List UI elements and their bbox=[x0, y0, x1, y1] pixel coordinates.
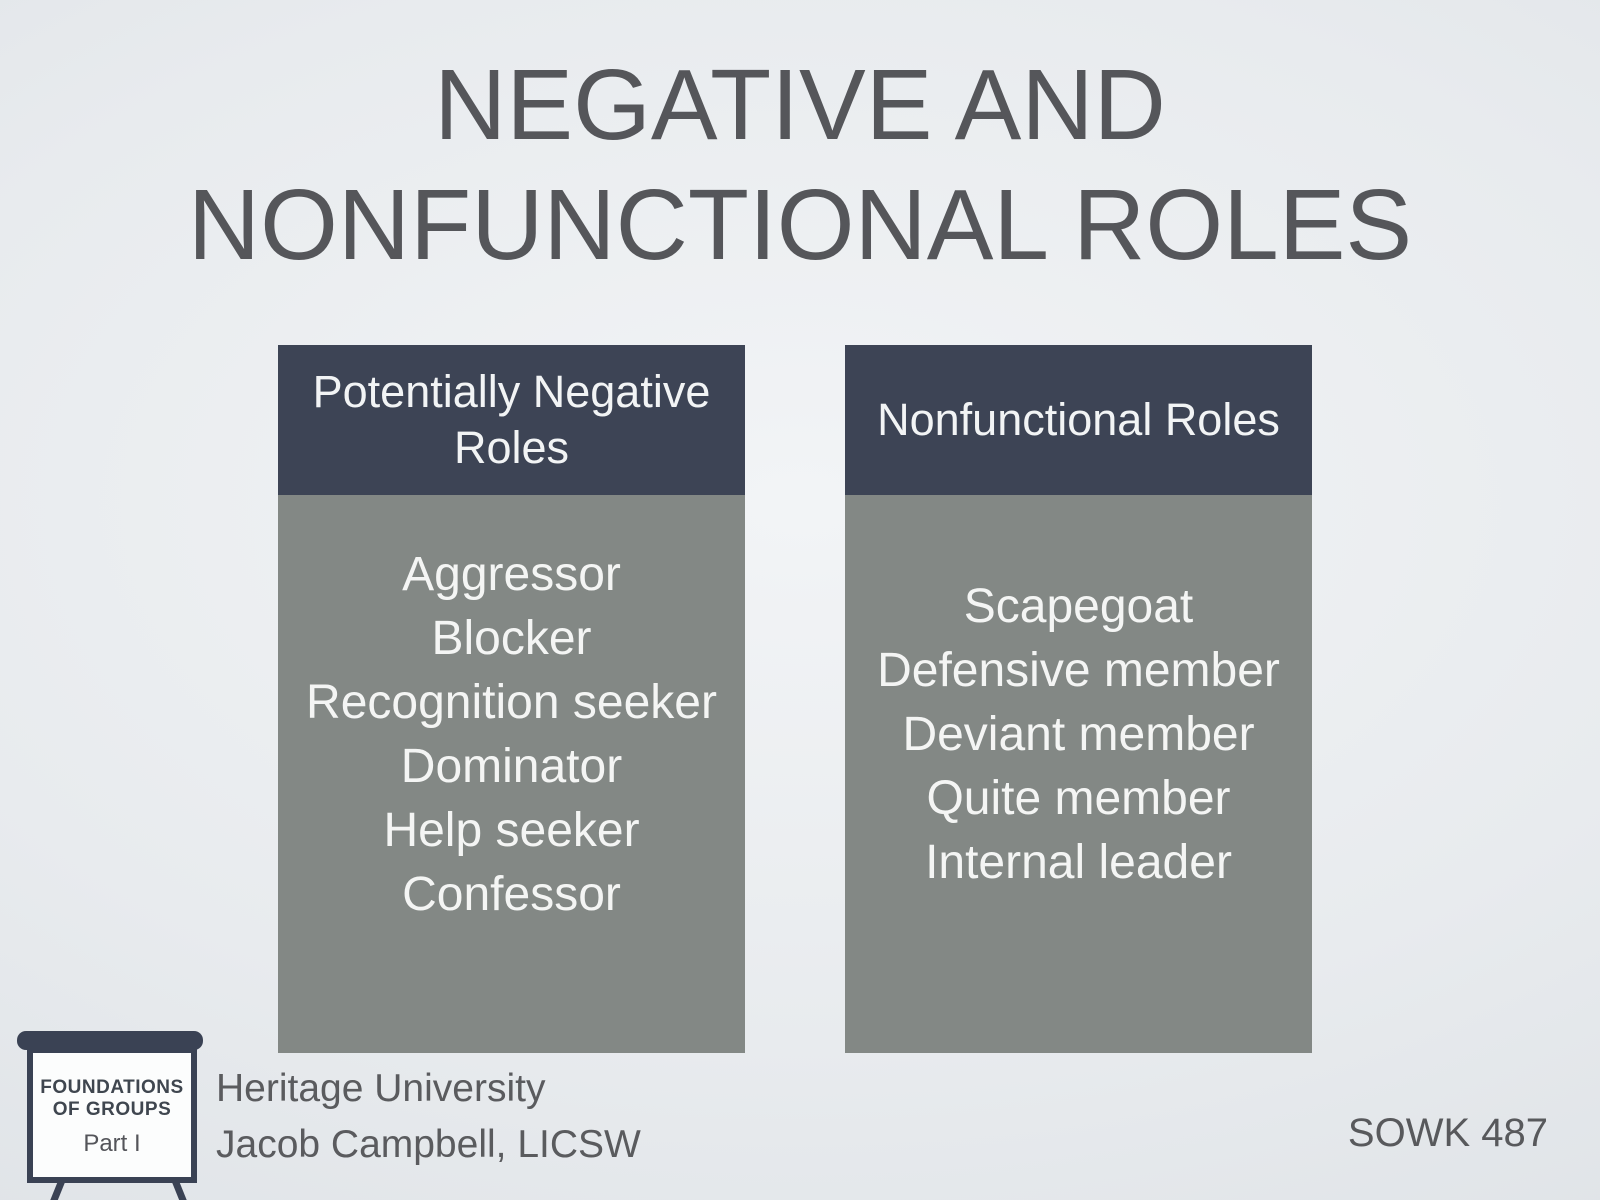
slide-title: NEGATIVE AND NONFUNCTIONAL ROLES bbox=[187, 49, 1413, 281]
series-title-line2: OF GROUPS bbox=[52, 1098, 172, 1120]
list-item: Recognition seeker bbox=[306, 676, 717, 729]
list-item: Dominator bbox=[400, 740, 623, 793]
flipchart-easel-icon bbox=[17, 1031, 203, 1200]
easel-top-bar bbox=[17, 1031, 203, 1050]
list-item: Deviant member bbox=[902, 708, 1255, 761]
course-code: SOWK 487 bbox=[1347, 1111, 1548, 1155]
negative-roles-header: Potentially Negative Roles bbox=[278, 345, 745, 495]
institution-name: Heritage University bbox=[216, 1067, 546, 1110]
nonfunctional-roles-header: Nonfunctional Roles bbox=[845, 345, 1312, 495]
list-item: Defensive member bbox=[877, 644, 1280, 697]
list-item: Quite member bbox=[926, 772, 1231, 825]
series-part-label: Part I bbox=[83, 1129, 141, 1157]
nonfunctional-roles-column bbox=[845, 345, 1312, 1053]
list-item: Aggressor bbox=[402, 548, 621, 601]
presenter-name: Jacob Campbell, LICSW bbox=[216, 1123, 641, 1166]
list-item: Help seeker bbox=[383, 804, 640, 857]
nonfunctional-roles-list bbox=[845, 495, 1312, 1053]
negative-roles-list bbox=[278, 495, 745, 1053]
list-item: Confessor bbox=[402, 868, 621, 921]
negative-roles-column bbox=[278, 345, 745, 1053]
list-item: Scapegoat bbox=[963, 580, 1194, 633]
series-title-line1: FOUNDATIONS bbox=[40, 1076, 184, 1098]
list-item: Internal leader bbox=[925, 836, 1232, 889]
credits bbox=[216, 1061, 641, 1173]
list-item: Blocker bbox=[431, 612, 592, 665]
series-badge bbox=[27, 1047, 197, 1183]
